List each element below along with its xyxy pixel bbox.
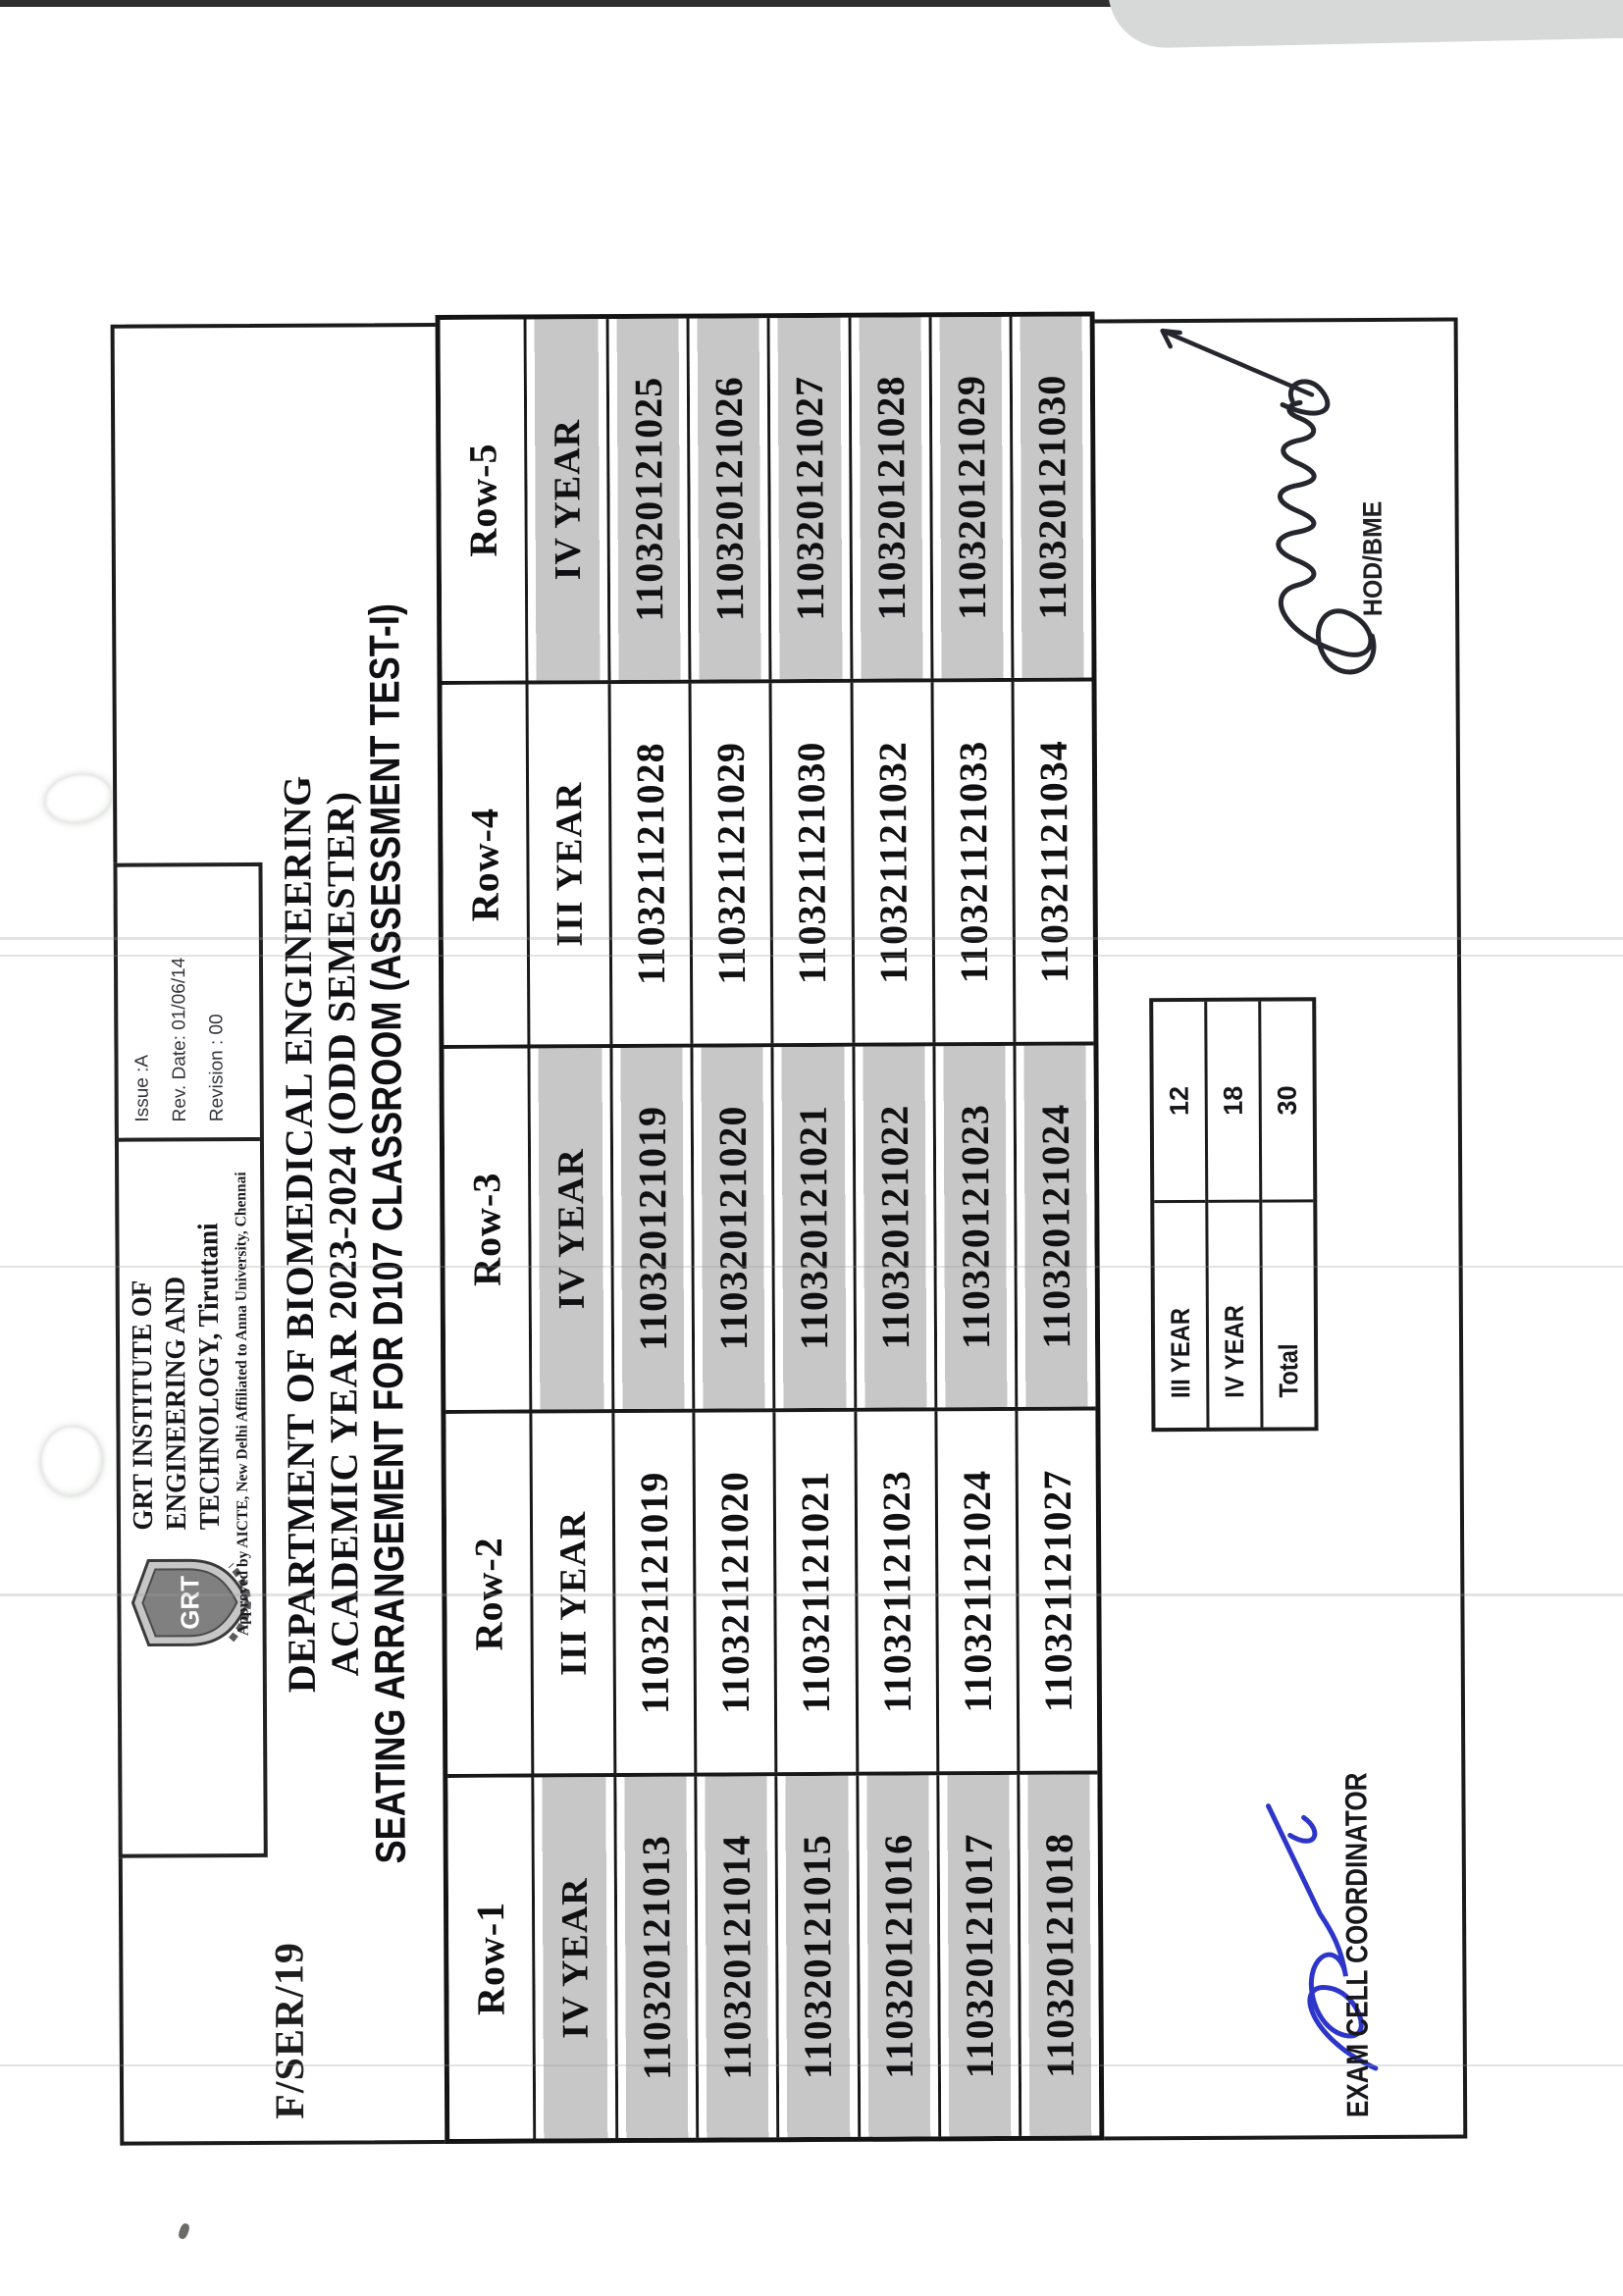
letterhead: [113, 862, 267, 1858]
student-roll-cell: 110321121020: [696, 1412, 778, 1773]
summary-row: [1153, 1002, 1209, 1428]
student-roll-cell: 110320121026: [690, 318, 772, 679]
row-label-cell: Row-5: [441, 320, 529, 681]
year-cell: IV YEAR: [530, 1048, 614, 1409]
title-seating: SEATING ARRANGEMENT FOR D107 CLASSROOM (ASSESSMENT TEST-I): [361, 602, 415, 1864]
title-academic-year: ACADEMIC YEAR 2023-2024 (ODD SEMESTER): [318, 791, 367, 1677]
exam-coordinator-label: EXAM CELL COORDINATOR: [1338, 1772, 1376, 2118]
student-roll-cell: 110320121016: [859, 1776, 941, 2137]
title-department: DEPARTMENT OF BIOMEDICAL ENGINEERING: [275, 775, 324, 1694]
student-roll-cell: 110320121028: [851, 317, 933, 678]
scan-streak: [0, 937, 1623, 940]
row-label-cell: Row-1: [447, 1778, 536, 2139]
summary-table: [1149, 997, 1318, 1432]
approval-line: Approved by AICTE, New Delhi Affiliated to Anna University, Chennai: [233, 1172, 252, 1637]
seating-column: [444, 1042, 1095, 1410]
seating-column: [443, 677, 1094, 1045]
student-roll-cell: 110321121023: [857, 1411, 939, 1772]
row-label-cell: Row-3: [444, 1049, 532, 1410]
issue-box: [117, 866, 259, 1142]
seating-column: [441, 317, 1092, 681]
year-cell: IV YEAR: [527, 319, 611, 680]
seating-column: [447, 1771, 1099, 2139]
summary-row: [1261, 1001, 1314, 1427]
student-roll-cell: 110320121022: [855, 1047, 937, 1408]
summary-label: Total: [1262, 1199, 1314, 1427]
student-roll-cell: 110321121021: [776, 1412, 859, 1773]
student-roll-cell: 110320121014: [698, 1777, 780, 2138]
student-roll-cell: 110321121032: [853, 682, 935, 1043]
student-roll-cell: 110320121030: [1012, 317, 1091, 678]
student-roll-cell: 110321121024: [937, 1411, 1020, 1772]
year-cell: IV YEAR: [534, 1777, 618, 2138]
issue-label: Issue :A: [131, 1054, 153, 1122]
institute-line: ENGINEERING AND: [159, 1276, 193, 1531]
summary-value: 30: [1272, 1085, 1302, 1116]
student-roll-cell: 110320121015: [778, 1776, 861, 2137]
seating-table: [436, 311, 1105, 2143]
scan-streak: [0, 1266, 1623, 1268]
summary-value: 12: [1164, 1085, 1194, 1117]
student-roll-cell: 110320121017: [939, 1775, 1021, 2136]
student-roll-cell: 110321121028: [611, 683, 694, 1044]
student-roll-cell: 110320121029: [931, 317, 1014, 678]
form-border: [111, 318, 1468, 2146]
seating-column: [445, 1406, 1097, 1774]
year-cell: III YEAR: [529, 684, 613, 1045]
row-label-cell: Row-2: [445, 1413, 534, 1774]
student-roll-cell: 110320121027: [770, 318, 853, 679]
student-roll-cell: 110320121023: [935, 1046, 1018, 1407]
summary-label: IV YEAR: [1208, 1200, 1260, 1428]
revision-label: Revision : 00: [206, 1014, 228, 1122]
rev-date-label: Rev. Date: 01/06/14: [168, 957, 190, 1122]
scan-edge-strip: [0, 0, 1168, 7]
hod-signature: [1123, 302, 1419, 697]
year-cell: III YEAR: [532, 1413, 616, 1774]
student-roll-cell: 110320121021: [774, 1047, 857, 1408]
student-roll-cell: 110321121033: [933, 682, 1016, 1043]
exam-coordinator-signature: [1229, 1784, 1407, 2109]
institute-line: TECHNOLOGY, Tiruttani: [192, 1223, 227, 1531]
scan-streak: [0, 955, 1623, 957]
scan-streak: [0, 2064, 1623, 2066]
student-roll-cell: 110320121019: [612, 1048, 695, 1409]
summary-row: [1207, 1002, 1263, 1428]
summary-value: 18: [1218, 1085, 1248, 1116]
student-roll-cell: 110321121029: [692, 683, 774, 1044]
student-roll-cell: 110321121019: [614, 1412, 697, 1773]
scan-streak: [0, 1593, 1623, 1596]
student-roll-cell: 110320121025: [609, 319, 692, 680]
student-roll-cell: 110321121030: [772, 682, 855, 1043]
student-roll-cell: 110320121024: [1016, 1046, 1095, 1407]
row-label-cell: Row-4: [443, 684, 531, 1045]
student-roll-cell: 110320121018: [1020, 1775, 1099, 2136]
institute-name: [125, 1165, 227, 1531]
student-roll-cell: 110321121027: [1034, 1469, 1080, 1713]
student-roll-cell: 110320121020: [694, 1047, 776, 1408]
institute-line: GRT INSTITUTE OF: [126, 1279, 160, 1531]
form-code: F/SER/19: [267, 1941, 314, 2119]
hod-label: HOD/BME: [1357, 500, 1388, 617]
summary-label: III YEAR: [1154, 1200, 1206, 1428]
student-roll-cell: 110321121034: [1030, 740, 1077, 984]
grt-logo-text: GRT: [175, 1575, 205, 1630]
student-roll-cell: 110320121013: [616, 1777, 699, 2138]
